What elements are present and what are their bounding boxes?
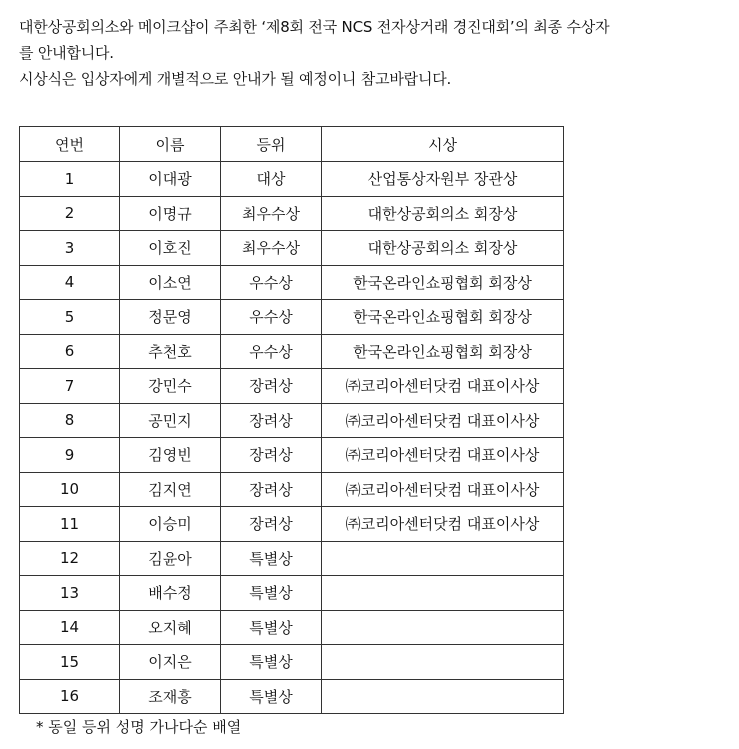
cell-number: 1 [20, 162, 120, 197]
cell-rank: 우수상 [221, 334, 322, 369]
table-row [20, 438, 564, 473]
cell-rank: 특별상 [221, 679, 322, 714]
cell-name: 공민지 [120, 403, 221, 438]
header-name: 이름 [120, 127, 221, 162]
table-row [20, 196, 564, 231]
cell-rank: 특별상 [221, 610, 322, 645]
cell-number: 2 [20, 196, 120, 231]
cell-rank: 장려상 [221, 403, 322, 438]
cell-award: ㈜코리아센터닷컴 대표이사상 [322, 438, 564, 473]
table-row [20, 507, 564, 542]
header-award: 시상 [322, 127, 564, 162]
cell-number: 5 [20, 300, 120, 335]
cell-award [322, 645, 564, 680]
table-row [20, 231, 564, 266]
cell-number: 6 [20, 334, 120, 369]
cell-number: 13 [20, 576, 120, 611]
cell-number: 10 [20, 472, 120, 507]
cell-award [322, 576, 564, 611]
cell-name: 오지혜 [120, 610, 221, 645]
cell-award: ㈜코리아센터닷컴 대표이사상 [322, 403, 564, 438]
cell-name: 이소연 [120, 265, 221, 300]
cell-number: 8 [20, 403, 120, 438]
cell-award: ㈜코리아센터닷컴 대표이사상 [322, 369, 564, 404]
announcement-line-1: 대한상공회의소와 메이크샵이 주최한 ‘제8회 전국 NCS 전자상거래 경진대회’의 최종 수상자 [19, 18, 610, 36]
table-header-row [20, 127, 564, 162]
announcement-text [19, 14, 734, 92]
cell-rank: 대상 [221, 162, 322, 197]
award-winners-table [19, 126, 564, 714]
cell-award: 대한상공회의소 회장상 [322, 231, 564, 266]
cell-award: 한국온라인쇼핑협회 회장상 [322, 265, 564, 300]
cell-award [322, 541, 564, 576]
header-number: 연번 [20, 127, 120, 162]
table-row [20, 369, 564, 404]
table-row [20, 645, 564, 680]
table-row [20, 541, 564, 576]
cell-name: 조재흥 [120, 679, 221, 714]
cell-number: 4 [20, 265, 120, 300]
table-row [20, 679, 564, 714]
cell-name: 추천호 [120, 334, 221, 369]
cell-number: 11 [20, 507, 120, 542]
cell-award: 산업통상자원부 장관상 [322, 162, 564, 197]
cell-name: 이호진 [120, 231, 221, 266]
cell-rank: 최우수상 [221, 196, 322, 231]
cell-name: 이승미 [120, 507, 221, 542]
cell-rank: 장려상 [221, 369, 322, 404]
table-row [20, 265, 564, 300]
cell-rank: 특별상 [221, 541, 322, 576]
table-row [20, 334, 564, 369]
cell-award: 한국온라인쇼핑협회 회장상 [322, 334, 564, 369]
cell-name: 김지연 [120, 472, 221, 507]
cell-rank: 우수상 [221, 300, 322, 335]
cell-award: ㈜코리아센터닷컴 대표이사상 [322, 507, 564, 542]
cell-name: 이대광 [120, 162, 221, 197]
cell-name: 이지은 [120, 645, 221, 680]
announcement-line-2: 를 안내합니다. [19, 44, 114, 62]
cell-name: 정문영 [120, 300, 221, 335]
cell-number: 7 [20, 369, 120, 404]
table-body [20, 162, 564, 714]
cell-award: ㈜코리아센터닷컴 대표이사상 [322, 472, 564, 507]
header-rank: 등위 [221, 127, 322, 162]
cell-name: 김영빈 [120, 438, 221, 473]
cell-number: 16 [20, 679, 120, 714]
cell-rank: 장려상 [221, 438, 322, 473]
cell-award [322, 679, 564, 714]
cell-number: 9 [20, 438, 120, 473]
table-row [20, 610, 564, 645]
table-row [20, 472, 564, 507]
cell-award [322, 610, 564, 645]
cell-name: 이명규 [120, 196, 221, 231]
table-row [20, 403, 564, 438]
cell-name: 강민수 [120, 369, 221, 404]
table-row [20, 576, 564, 611]
cell-number: 14 [20, 610, 120, 645]
cell-rank: 우수상 [221, 265, 322, 300]
cell-name: 배수정 [120, 576, 221, 611]
cell-rank: 특별상 [221, 645, 322, 680]
table-row [20, 300, 564, 335]
cell-rank: 장려상 [221, 472, 322, 507]
cell-name: 김윤아 [120, 541, 221, 576]
cell-rank: 최우수상 [221, 231, 322, 266]
footnote: * 동일 등위 성명 가나다순 배열 [36, 718, 242, 736]
table-row [20, 162, 564, 197]
cell-award: 대한상공회의소 회장상 [322, 196, 564, 231]
cell-number: 12 [20, 541, 120, 576]
cell-rank: 특별상 [221, 576, 322, 611]
cell-number: 3 [20, 231, 120, 266]
announcement-line-3: 시상식은 입상자에게 개별적으로 안내가 될 예정이니 참고바랍니다. [19, 70, 452, 88]
cell-award: 한국온라인쇼핑협회 회장상 [322, 300, 564, 335]
cell-number: 15 [20, 645, 120, 680]
cell-rank: 장려상 [221, 507, 322, 542]
